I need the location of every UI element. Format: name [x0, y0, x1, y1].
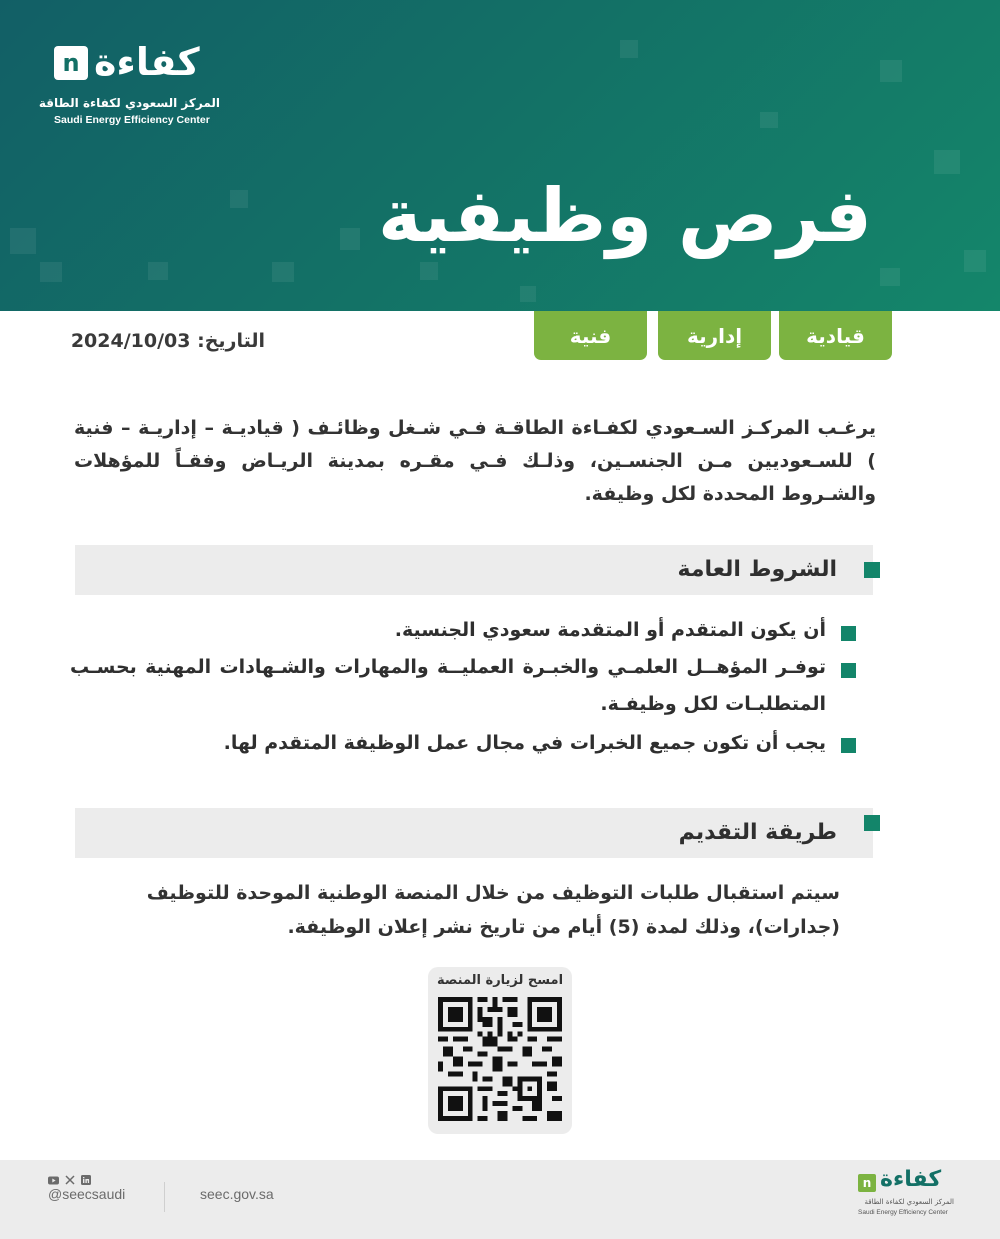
logo-mark-icon: n	[54, 46, 88, 80]
qr-code-icon[interactable]	[438, 997, 562, 1121]
square-bullet-icon	[864, 815, 880, 831]
decor-tile	[520, 286, 536, 302]
seec-logo	[38, 40, 234, 131]
general-conditions-header	[75, 545, 873, 595]
tab-leadership: قيادية	[779, 311, 892, 360]
decor-tile	[148, 262, 168, 280]
qr-label: امسح لزيارة المنصة	[436, 973, 564, 988]
page-title: فرص وظيفية	[377, 173, 872, 259]
linkedin-icon[interactable]	[80, 1175, 91, 1186]
tab-administrative: إدارية	[658, 311, 771, 360]
list-item: يجب أن تكون جميع الخبرات في مجال عمل الوظيفة المتقدم لها.	[223, 732, 826, 754]
list-item: توفـر المؤهــل العلمـي والخبـرة العمليــة والمهارات والشـهادات المهنية بحسـب المتطلبـات لكل وظيفـة.	[70, 656, 826, 715]
youtube-icon[interactable]	[48, 1175, 59, 1186]
footer	[0, 1160, 1000, 1239]
square-bullet-icon	[864, 562, 880, 578]
list-item: أن يكون المتقدم أو المتقدمة سعودي الجنسية.	[394, 619, 826, 641]
intro-paragraph: يرغـب المركـز السـعودي لكفـاءة الطاقـة فـي شـغل وظائـف ( قياديـة – إداريـة – فنية ) للسـعوديين مـن الجنسـين، وذلـك فـي مقـره بمدينة الريـاض وفقـاً للمؤهلات والشـروط المحددة لكل وظيفة.	[74, 417, 876, 505]
date-value: 2024/10/03	[70, 330, 191, 352]
date-label: التاريخ:	[197, 330, 265, 352]
decor-tile	[760, 112, 778, 128]
decor-tile	[620, 40, 638, 58]
decor-tile	[230, 190, 248, 208]
logo-wordmark: كفاءة	[94, 40, 200, 84]
square-bullet-icon	[841, 663, 856, 678]
section-title: الشروط العامة	[677, 557, 837, 582]
decor-tile	[934, 150, 960, 174]
date-line	[71, 330, 265, 352]
decor-tile	[880, 60, 902, 82]
decor-tile	[340, 228, 360, 250]
square-bullet-icon	[841, 626, 856, 641]
header-banner	[0, 0, 1000, 311]
application-method-header	[75, 808, 873, 858]
social-icons	[48, 1174, 91, 1186]
square-bullet-icon	[841, 738, 856, 753]
social-handle[interactable]: @seecsaudi	[48, 1186, 126, 1202]
logo-mark-icon: n	[858, 1174, 876, 1192]
decor-tile	[880, 268, 900, 286]
footer-divider	[164, 1182, 165, 1212]
logo-arabic-name: المركز السعودي لكفاءة الطاقة	[38, 96, 220, 110]
x-twitter-icon[interactable]	[64, 1175, 75, 1186]
decor-tile	[40, 262, 62, 282]
decor-tile	[10, 228, 36, 254]
footer-logo-wordmark: كفاءة	[880, 1167, 942, 1192]
footer-logo-arabic-name: المركز السعودي لكفاءة الطاقة	[864, 1198, 954, 1206]
application-paragraph: سيتم استقبال طلبات التوظيف من خلال المنصة الوطنية الموحدة للتوظيف (جدارات)، وذلك لمدة (5) أيام من تاريخ نشر إعلان الوظيفة.	[146, 882, 840, 938]
website-link[interactable]: seec.gov.sa	[200, 1186, 274, 1202]
section-title: طريقة التقديم	[678, 820, 837, 845]
logo-english-name: Saudi Energy Efficiency Center	[54, 114, 210, 126]
decor-tile	[964, 250, 986, 272]
footer-seec-logo	[858, 1167, 958, 1230]
qr-card[interactable]	[428, 967, 572, 1134]
footer-logo-english-name: Saudi Energy Efficiency Center	[858, 1209, 948, 1216]
tab-technical: فنية	[534, 311, 647, 360]
decor-tile	[272, 262, 294, 282]
